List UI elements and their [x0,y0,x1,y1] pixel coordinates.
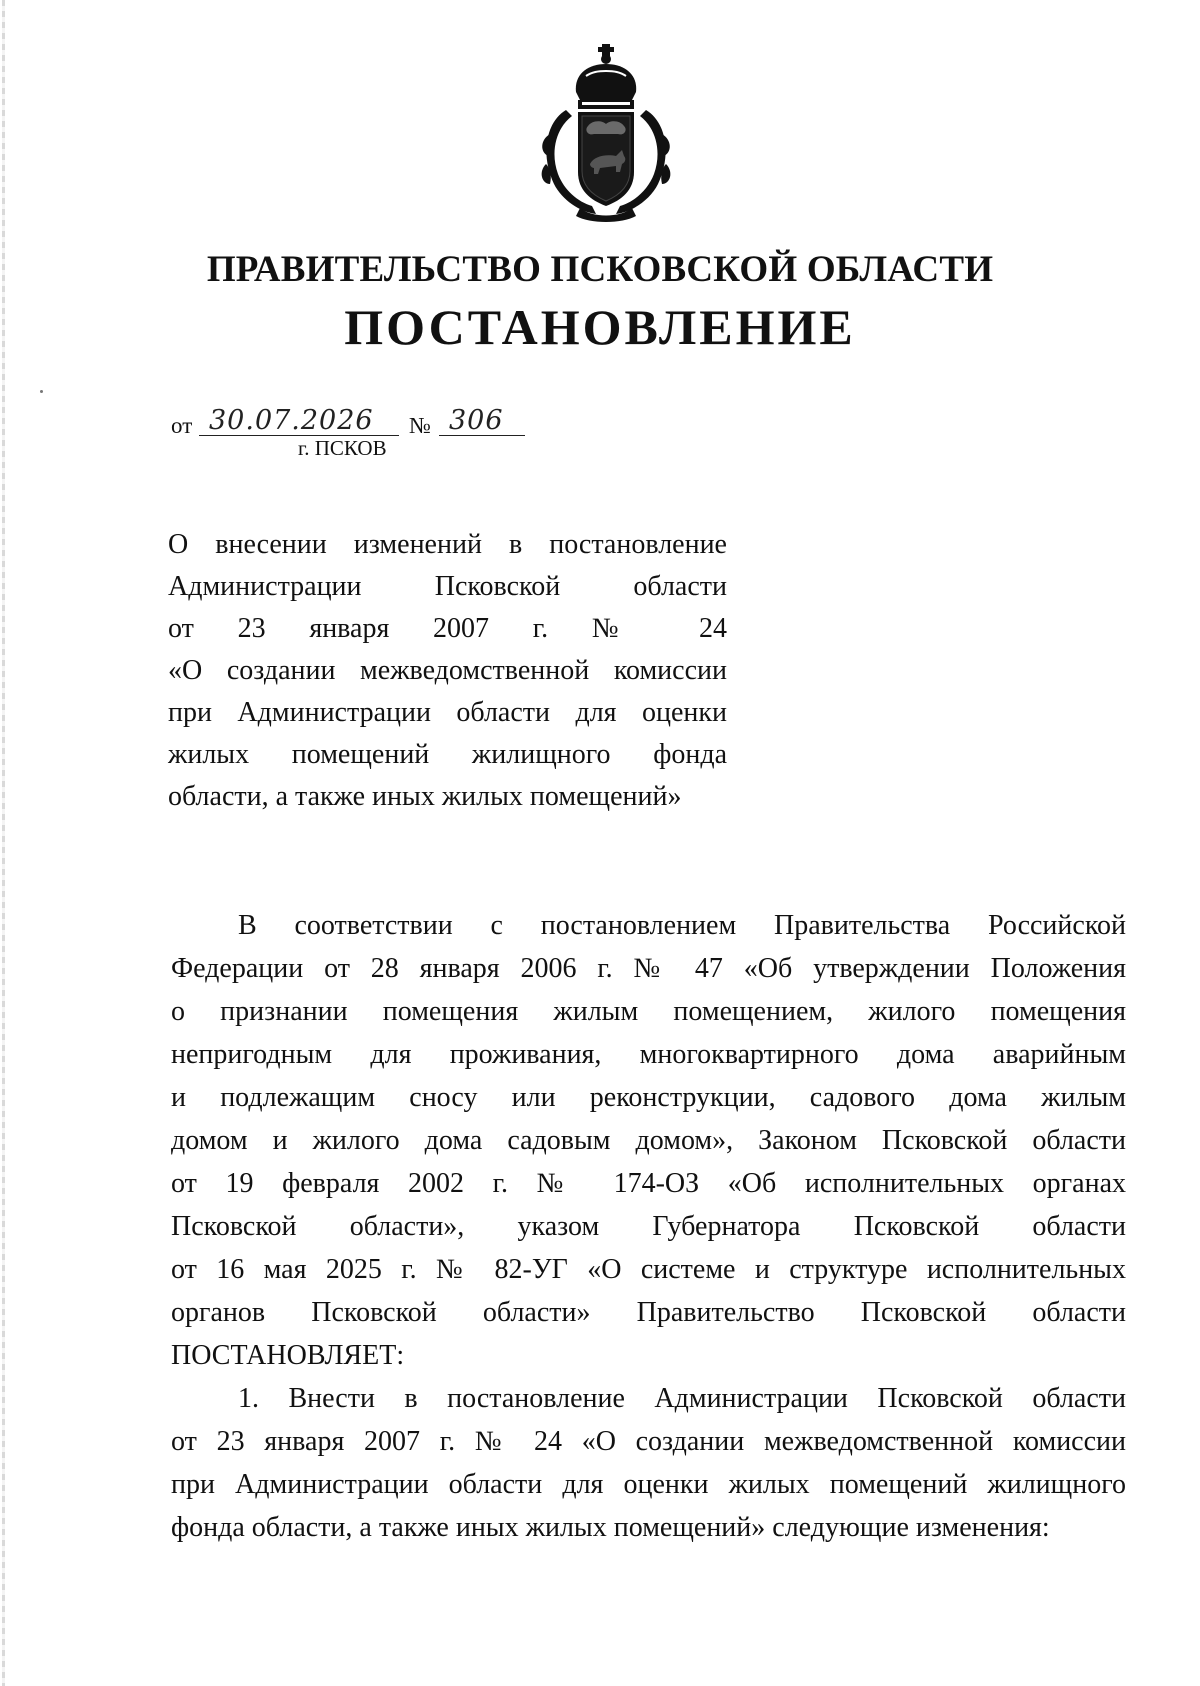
number-handwritten-value: 306 [449,405,504,436]
body-line: при Администрации области для оценки жилых помещений жилищного [171,1469,1126,1500]
date-prefix-label: от [171,413,193,438]
body-line: от 23 января 2007 г. № 24 «О создании межведомственной комиссии [171,1426,1126,1457]
number-prefix-label: № [409,413,431,438]
date-handwritten-value: 30.07.2026 [209,405,374,436]
body-line: органов Псковской области» Правительство Псковской области [171,1297,1126,1328]
body-line: 1. Внести в постановление Администрации Псковской области [238,1383,1126,1414]
body-line: домом и жилого дома садовым домом», Законом Псковской области [171,1125,1126,1156]
body-line: и подлежащим сносу или реконструкции, садового дома жилым [171,1082,1126,1113]
body-line: фонда области, а также иных жилых помещений» следующие изменения: [171,1512,1050,1543]
body-line: о признании помещения жилым помещением, жилого помещения [171,996,1126,1027]
body-line: от 16 мая 2025 г. № 82-УГ «О системе и структуре исполнительных [171,1254,1126,1285]
document-subject [168,524,727,818]
document-body [171,904,1126,1549]
pskov-coat-of-arms-icon [536,44,676,222]
document-type-title: ПОСТАНОВЛЕНИЕ [344,299,856,355]
body-line: от 19 февраля 2002 г. № 174-ОЗ «Об исполнительных органах [171,1168,1126,1199]
subject-line: от 23 января 2007 г. № 24 [168,613,727,644]
subject-line: при Администрации области для оценки [168,697,727,728]
scan-speck [40,390,43,393]
organization-name: ПРАВИТЕЛЬСТВО ПСКОВСКОЙ ОБЛАСТИ [206,249,994,290]
body-line-decree-word: ПОСТАНОВЛЯЕТ: [171,1340,405,1371]
body-line: В соответствии с постановлением Правительства Российской [238,910,1126,941]
subject-line: О внесении изменений в постановление [168,529,727,560]
city-label: г. ПСКОВ [298,436,387,460]
subject-line: жилых помещений жилищного фонда [168,739,727,770]
subject-line: «О создании межведомственной комиссии [168,655,727,686]
subject-line: Администрации Псковской области [168,571,727,602]
body-line: Псковской области», указом Губернатора Псковской области [171,1211,1126,1242]
body-line: непригодным для проживания, многоквартирного дома аварийным [171,1039,1126,1070]
body-line: Федерации от 28 января 2006 г. № 47 «Об утверждении Положения [171,953,1126,984]
subject-line: области, а также иных жилых помещений» [168,781,682,812]
